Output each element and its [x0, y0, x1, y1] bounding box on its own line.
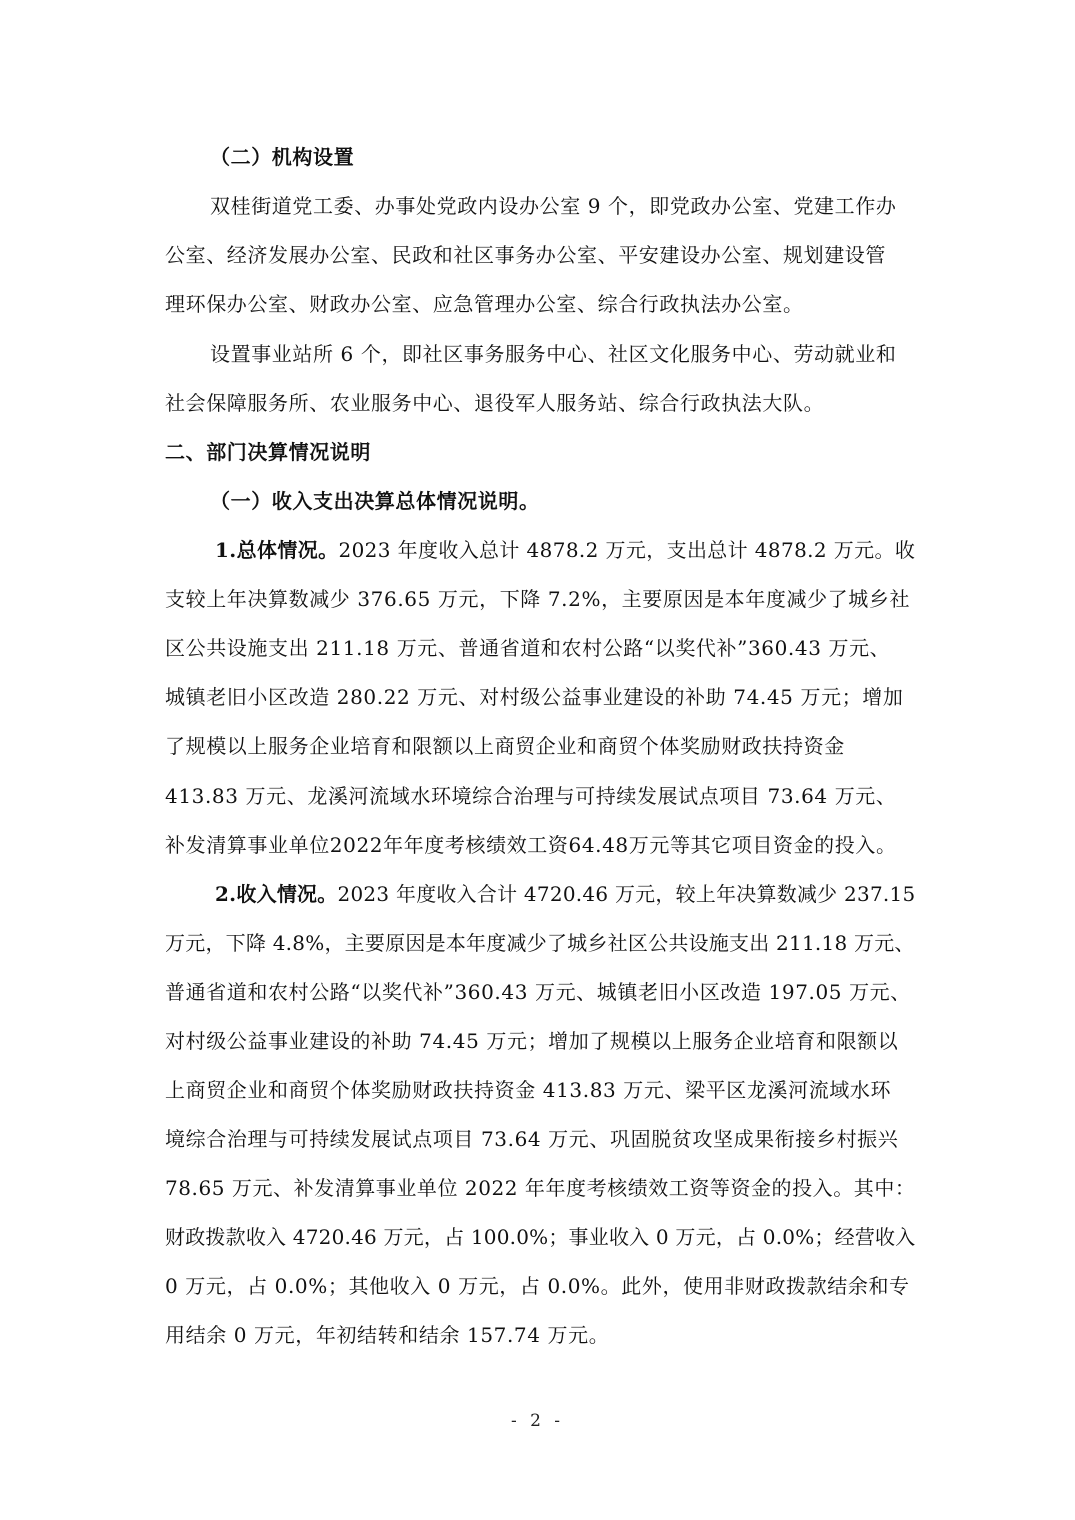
income-first-line	[215, 882, 915, 906]
overall-line: 城镇老旧小区改造 280.22 万元、对村级公益事业建设的补助 74.45 万元；增加	[165, 685, 904, 709]
sub1-heading: （一）收入支出决算总体情况说明。	[210, 489, 540, 513]
income-line: 上商贸企业和商贸个体奖励财政扶持资金 413.83 万元、梁平区龙溪河流域水环	[165, 1078, 892, 1102]
overall-line: 补发清算事业单位2022年年度考核绩效工资64.48万元等其它项目资金的投入。	[165, 833, 897, 857]
income-line: 财政拨款收入 4720.46 万元，占 100.0%；事业收入 0 万元，占 0.0%；经营收入	[165, 1225, 916, 1249]
org-para1-line: 理环保办公室、财政办公室、应急管理办公室、综合行政执法办公室。	[165, 292, 804, 316]
income-line: 境综合治理与可持续发展试点项目 73.64 万元、巩固脱贫攻坚成果衔接乡村振兴	[165, 1127, 899, 1151]
overall-first-line-text: 2023 年度收入总计 4878.2 万元，支出总计 4878.2 万元。收	[338, 538, 916, 562]
income-line: 万元，下降 4.8%，主要原因是本年度减少了城乡社区公共设施支出 211.18 万元、	[165, 931, 915, 955]
page-number: - 2 -	[510, 1411, 565, 1431]
overall-first-line	[215, 538, 915, 562]
part2-heading: 二、部门决算情况说明	[165, 440, 371, 464]
org-para2-line: 设置事业站所 6 个，即社区事务服务中心、社区文化服务中心、劳动就业和	[210, 342, 897, 366]
income-first-line-text: 2023 年度收入合计 4720.46 万元，较上年决算数减少 237.15	[337, 882, 916, 906]
income-line: 用结余 0 万元，年初结转和结余 157.74 万元。	[165, 1323, 610, 1347]
org-para2-line: 社会保障服务所、农业服务中心、退役军人服务站、综合行政执法大队。	[165, 391, 825, 415]
org-para1-line: 双桂街道党工委、办事处党政内设办公室 9 个，即党政办公室、党建工作办	[210, 194, 897, 218]
org-para1-line: 公室、经济发展办公室、民政和社区事务办公室、平安建设办公室、规划建设管	[165, 243, 886, 267]
overall-line: 了规模以上服务企业培育和限额以上商贸企业和商贸个体奖励财政扶持资金	[165, 734, 845, 758]
income-line: 对村级公益事业建设的补助 74.45 万元；增加了规模以上服务企业培育和限额以	[165, 1029, 899, 1053]
overall-label: 1.总体情况。	[215, 538, 339, 562]
org-heading: （二）机构设置	[210, 145, 355, 169]
income-line: 普通省道和农村公路“以奖代补”360.43 万元、城镇老旧小区改造 197.05 万元、	[165, 980, 911, 1004]
overall-line: 支较上年决算数减少 376.65 万元，下降 7.2%，主要原因是本年度减少了城乡社	[165, 587, 911, 611]
overall-line: 区公共设施支出 211.18 万元、普通省道和农村公路“以奖代补”360.43 万元、	[165, 636, 891, 660]
income-line: 0 万元，占 0.0%；其他收入 0 万元，占 0.0%。此外，使用非财政拨款结余和专	[165, 1274, 910, 1298]
income-label: 2.收入情况。	[215, 882, 338, 906]
income-line: 78.65 万元、补发清算事业单位 2022 年年度考核绩效工资等资金的投入。其中：	[165, 1176, 916, 1200]
overall-line: 413.83 万元、龙溪河流域水环境综合治理与可持续发展试点项目 73.64 万元、	[165, 784, 897, 808]
